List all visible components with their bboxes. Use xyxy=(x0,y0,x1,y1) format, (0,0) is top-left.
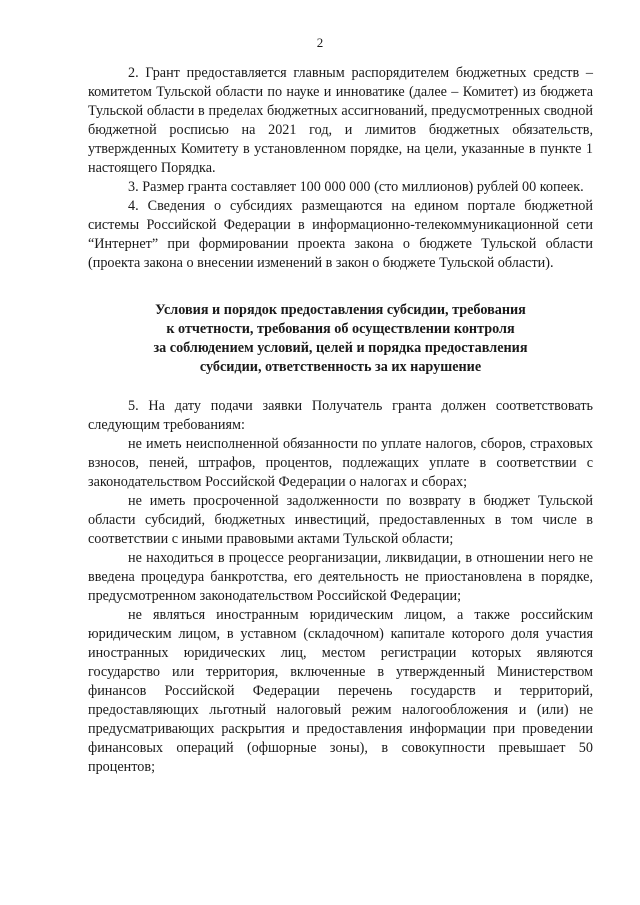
requirement-not-foreign-entity: не являться иностранным юридическим лицом, а также российским юридическим лицом, в уставном (складочном) капитале которого доля участия иностранных юридических лиц, местом регистрации которых являются государство или территория, включенные в утвержденный Министерством финансов Российской Федерации перечень государств и территорий, предоставляющих льготный налоговый режим налогообложения и (или) не предусматривающих раскрытия и предоставления информации при проведении финансовых операций (офшорные зоны), в совокупности превышает 50 процентов; xyxy=(88,607,593,775)
section-heading-line: Условия и порядок предоставления субсидии, требования xyxy=(155,302,526,318)
paragraph-2: 2. Грант предоставляется главным распорядителем бюджетных средств – комитетом Тульской области по науке и инноватике (далее – Комитет) из бюджета Тульской области в пределах бюджетных ассигнований, предусмотренных сводной бюджетной росписью на 2021 год, и лимитов бюджетных обязательств, утвержденных Комитету в установленном порядке, на цели, указанные в пункте 1 настоящего Порядка. xyxy=(88,65,593,176)
section-heading-line: за соблюдением условий, целей и порядка предоставления xyxy=(153,340,528,356)
page-number: 2 xyxy=(316,35,324,50)
section-heading-line: к отчетности, требования об осуществлении контроля xyxy=(166,321,515,337)
section-heading xyxy=(88,301,593,377)
requirement-no-overdue-debt: не иметь просроченной задолженности по возврату в бюджет Тульской области субсидий, бюджетных инвестиций, предоставленных в том числе в соответствии с иными правовыми актами Тульской области; xyxy=(88,493,593,547)
paragraph-5: 5. На дату подачи заявки Получатель гранта должен соответствовать следующим требованиям: xyxy=(88,398,593,433)
document-body xyxy=(88,64,593,777)
requirement-no-tax-debt: не иметь неисполненной обязанности по уплате налогов, сборов, страховых взносов, пеней, штрафов, процентов, подлежащих уплате в соответствии с законодательством Российской Федерации о налогах и сборах; xyxy=(88,436,593,490)
paragraph-3: 3. Размер гранта составляет 100 000 000 (сто миллионов) рублей 00 копеек. xyxy=(128,179,584,195)
section-heading-line: субсидии, ответственность за их нарушение xyxy=(199,359,482,375)
requirement-no-reorganization: не находиться в процессе реорганизации, ликвидации, в отношении него не введена процедура банкротства, его деятельность не приостановлена в порядке, предусмотренном законодательством Российской Федерации; xyxy=(88,550,593,604)
paragraph-4: 4. Сведения о субсидиях размещаются на едином портале бюджетной системы Российской Федерации в информационно-телекоммуникационной сети “Интернет” при формировании проекта закона о бюджете Тульской области (проекта закона о внесении изменений в закон о бюджете Тульской области). xyxy=(88,198,593,271)
